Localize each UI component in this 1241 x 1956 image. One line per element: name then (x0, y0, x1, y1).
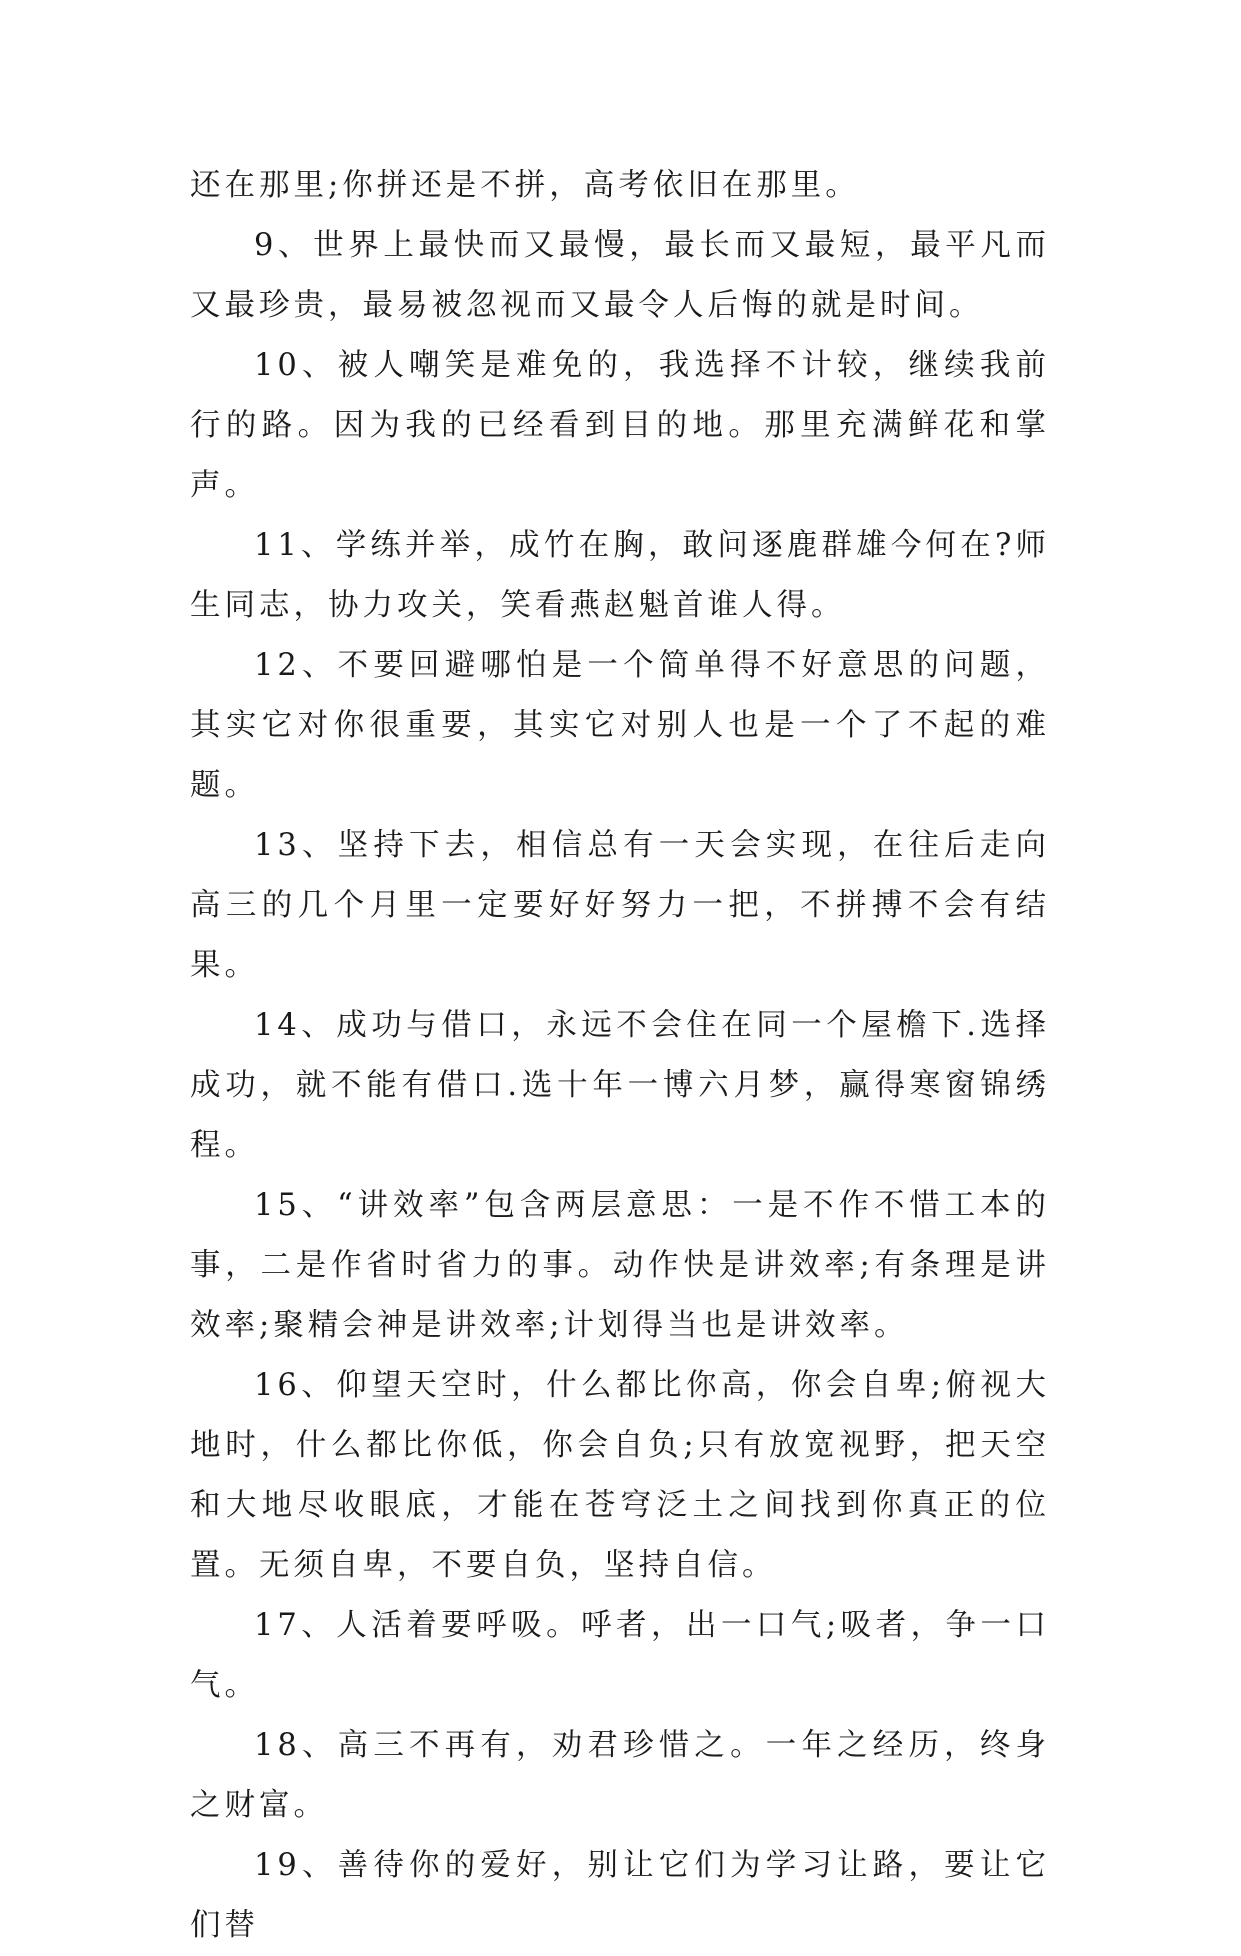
paragraph-item-9: 9、世界上最快而又最慢，最长而又最短，最平凡而又最珍贵，最易被忽视而又最令人后悔的就是时间。 (190, 228, 1050, 323)
paragraph-item-18: 18、高三不再有，劝君珍惜之。一年之经历，终身之财富。 (190, 1728, 1050, 1823)
paragraph-item-15: 15、“讲效率”包含两层意思：一是不作不惜工本的事，二是作省时省力的事。动作快是讲效率;有条理是讲效率;聚精会神是讲效率;计划得当也是讲效率。 (190, 1188, 1050, 1343)
paragraph-item-13: 13、坚持下去，相信总有一天会实现，在往后走向高三的几个月里一定要好好努力一把，不拼搏不会有结果。 (190, 828, 1050, 983)
paragraph-item-11: 11、学练并举，成竹在胸，敢问逐鹿群雄今何在?师生同志，协力攻关，笑看燕赵魁首谁人得。 (190, 528, 1050, 623)
paragraph-continuation: 还在那里;你拼还是不拼，高考依旧在那里。 (190, 168, 860, 203)
paragraph-item-16: 16、仰望天空时，什么都比你高，你会自卑;俯视大地时，什么都比你低，你会自负;只有放宽视野，把天空和大地尽收眼底，才能在苍穹泛土之间找到你真正的位置。无须自卑，不要自负，坚持自信。 (190, 1368, 1050, 1583)
paragraph-item-19: 19、善待你的爱好，别让它们为学习让路，要让它们替 (190, 1848, 1050, 1943)
paragraph-item-12: 12、不要回避哪怕是一个简单得不好意思的问题，其实它对你很重要，其实它对别人也是一个了不起的难题。 (190, 648, 1050, 803)
paragraph-item-14: 14、成功与借口，永远不会住在同一个屋檐下.选择成功，就不能有借口.选十年一博六月梦，赢得寒窗锦绣程。 (190, 1008, 1050, 1163)
paragraph-item-10: 10、被人嘲笑是难免的，我选择不计较，继续我前行的路。因为我的已经看到目的地。那里充满鲜花和掌声。 (190, 348, 1050, 503)
paragraph-item-17: 17、人活着要呼吸。呼者，出一口气;吸者，争一口气。 (190, 1608, 1050, 1703)
document-body (190, 156, 1050, 1956)
